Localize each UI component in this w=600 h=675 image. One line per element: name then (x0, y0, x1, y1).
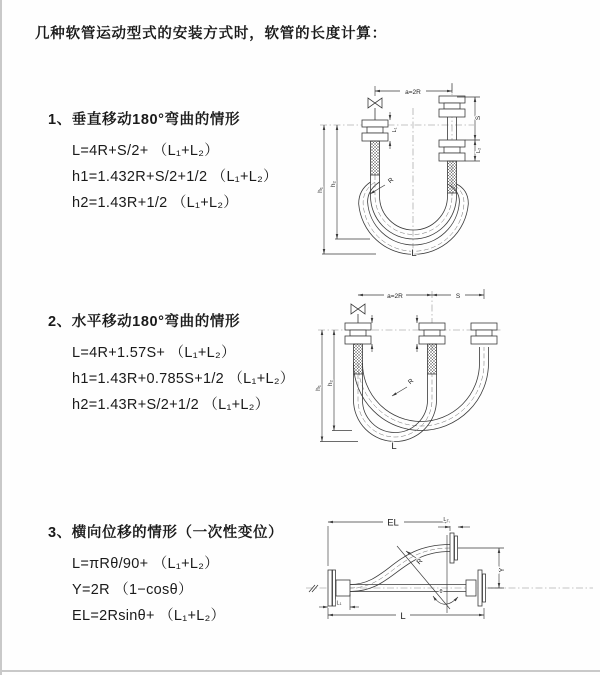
hose-fitting-right (466, 580, 476, 596)
flange-nut-middle (424, 330, 440, 336)
hose-curve-lower-wall (350, 552, 450, 592)
flange-plate-left (345, 336, 371, 344)
formula-h1: h1=1.432R+S/2+1/2 （L₁+L₂） (72, 169, 278, 185)
radius-label: R (415, 557, 425, 567)
centerline-break (309, 585, 318, 592)
formula-length: L=4R+1.57S+ （L₁+L₂） (72, 345, 236, 361)
formula-h1: h1=1.43R+0.785S+1/2 （L₁+L₂） (72, 371, 295, 387)
dim-label-l1: L₁ (392, 127, 398, 133)
hose-fitting-left (336, 580, 350, 596)
hose-centerline-narrow (358, 374, 432, 437)
flange-nut (367, 127, 383, 133)
flange-plate-middle (419, 336, 445, 344)
flange-plate (362, 120, 388, 127)
formula-h2: h2=1.43R+S/2+1/2 （L₁+L₂） (72, 397, 270, 413)
hose-wall-deep-inner (368, 182, 460, 245)
scan-edge-bottom (0, 670, 600, 672)
dim-label-h1: h₁ (315, 385, 322, 391)
valve-icon (351, 304, 365, 323)
section-heading: 2、水平移动180°弯曲的情形 (48, 314, 241, 330)
flange-plate-left (328, 570, 332, 606)
flange-plate-upper (450, 533, 454, 563)
flange-nut-right (476, 330, 492, 336)
flange-plate-lower (439, 140, 465, 147)
braided-hose-section (371, 141, 380, 175)
dim-label-a2r: a=2R (387, 292, 403, 300)
dim-label-l2: L₂ (443, 517, 449, 523)
dim-label-s: S (455, 292, 461, 300)
section-heading: 3、横向位移的情形（一次性变位） (48, 525, 284, 541)
dim-label-y: Y (499, 567, 506, 573)
flange-plate-right (471, 336, 497, 344)
formula-y: Y=2R （1−cosθ） (72, 582, 193, 598)
braided-hose-section (428, 344, 437, 374)
diagram-vertical-180-bend (312, 78, 580, 258)
hose-wall-outer (371, 175, 457, 239)
flange-plate-right (478, 570, 482, 606)
scan-edge-left (0, 0, 2, 675)
flange-nut-upper (444, 103, 460, 109)
section-heading: 1、垂直移动180°弯曲的情形 (48, 112, 241, 128)
diagram-horizontal-180-bend (308, 283, 593, 451)
length-label: L (400, 610, 406, 622)
flange-plate-upper (455, 536, 458, 560)
flange-plate-left (333, 570, 336, 606)
section-vertical-movement (48, 108, 278, 216)
dim-label-h1: h₁ (317, 187, 324, 193)
dim-label-a2r: a=2R (405, 88, 421, 96)
hose-straight-walls (350, 585, 466, 592)
formula-length: L=πRθ/90+ （L₁+L₂） (72, 556, 219, 572)
hose-wall-wide-outer (354, 347, 489, 430)
valve-icon (368, 98, 382, 120)
angle-arc (433, 596, 458, 604)
flange-plate-right (483, 574, 486, 602)
dim-label-h2: h₂ (327, 379, 334, 387)
braided-hose-section (354, 344, 363, 374)
radius-leader (370, 185, 385, 194)
flange-plate-right (471, 323, 497, 330)
formula-h2: h2=1.43R+1/2 （L₁+L₂） (72, 195, 239, 211)
section-lateral-displacement (48, 521, 283, 629)
formula-list (72, 340, 295, 418)
hose-wall-narrow-inner (363, 374, 428, 433)
flange-plate (362, 133, 388, 141)
formula-el: EL=2Rsinθ+ （L₁+L₂） (72, 608, 226, 624)
length-label: L (391, 441, 397, 451)
dim-label-l1: L₁ (336, 600, 342, 607)
hose-centerline (375, 175, 452, 234)
dim-label-l2: L₂ (476, 147, 482, 154)
dim-label-el: EL (387, 517, 399, 529)
formula-length: L=4R+S/2+ （L₁+L₂） (72, 143, 220, 159)
section-horizontal-movement (48, 310, 295, 418)
page-title: 几种软管运动型式的安装方式时，软管的长度计算： (35, 26, 387, 42)
radius-leader (392, 387, 407, 396)
length-label: L (411, 248, 417, 258)
radius-label: R (386, 176, 396, 186)
flange-nut-left (350, 330, 366, 336)
diagram-lateral-displacement (298, 500, 598, 640)
radius-leader (406, 551, 416, 558)
radius-label: R (406, 377, 416, 387)
flange-plate-upper (439, 109, 465, 117)
flange-plate-lower (439, 153, 465, 161)
flange-nut-lower (444, 147, 460, 153)
dim-label-s: S (475, 115, 482, 121)
formula-list (72, 551, 283, 629)
extension-lines-l (328, 608, 484, 619)
formula-list (72, 138, 278, 216)
theta-label: θ (439, 589, 443, 595)
dim-label-h2: h₂ (330, 180, 337, 188)
radius-construction-line (397, 546, 450, 609)
flange-plate-middle (419, 323, 445, 330)
flange-plate-left (345, 323, 371, 330)
hose-wall-wide-inner (363, 347, 480, 422)
braided-hose-section (448, 161, 457, 193)
